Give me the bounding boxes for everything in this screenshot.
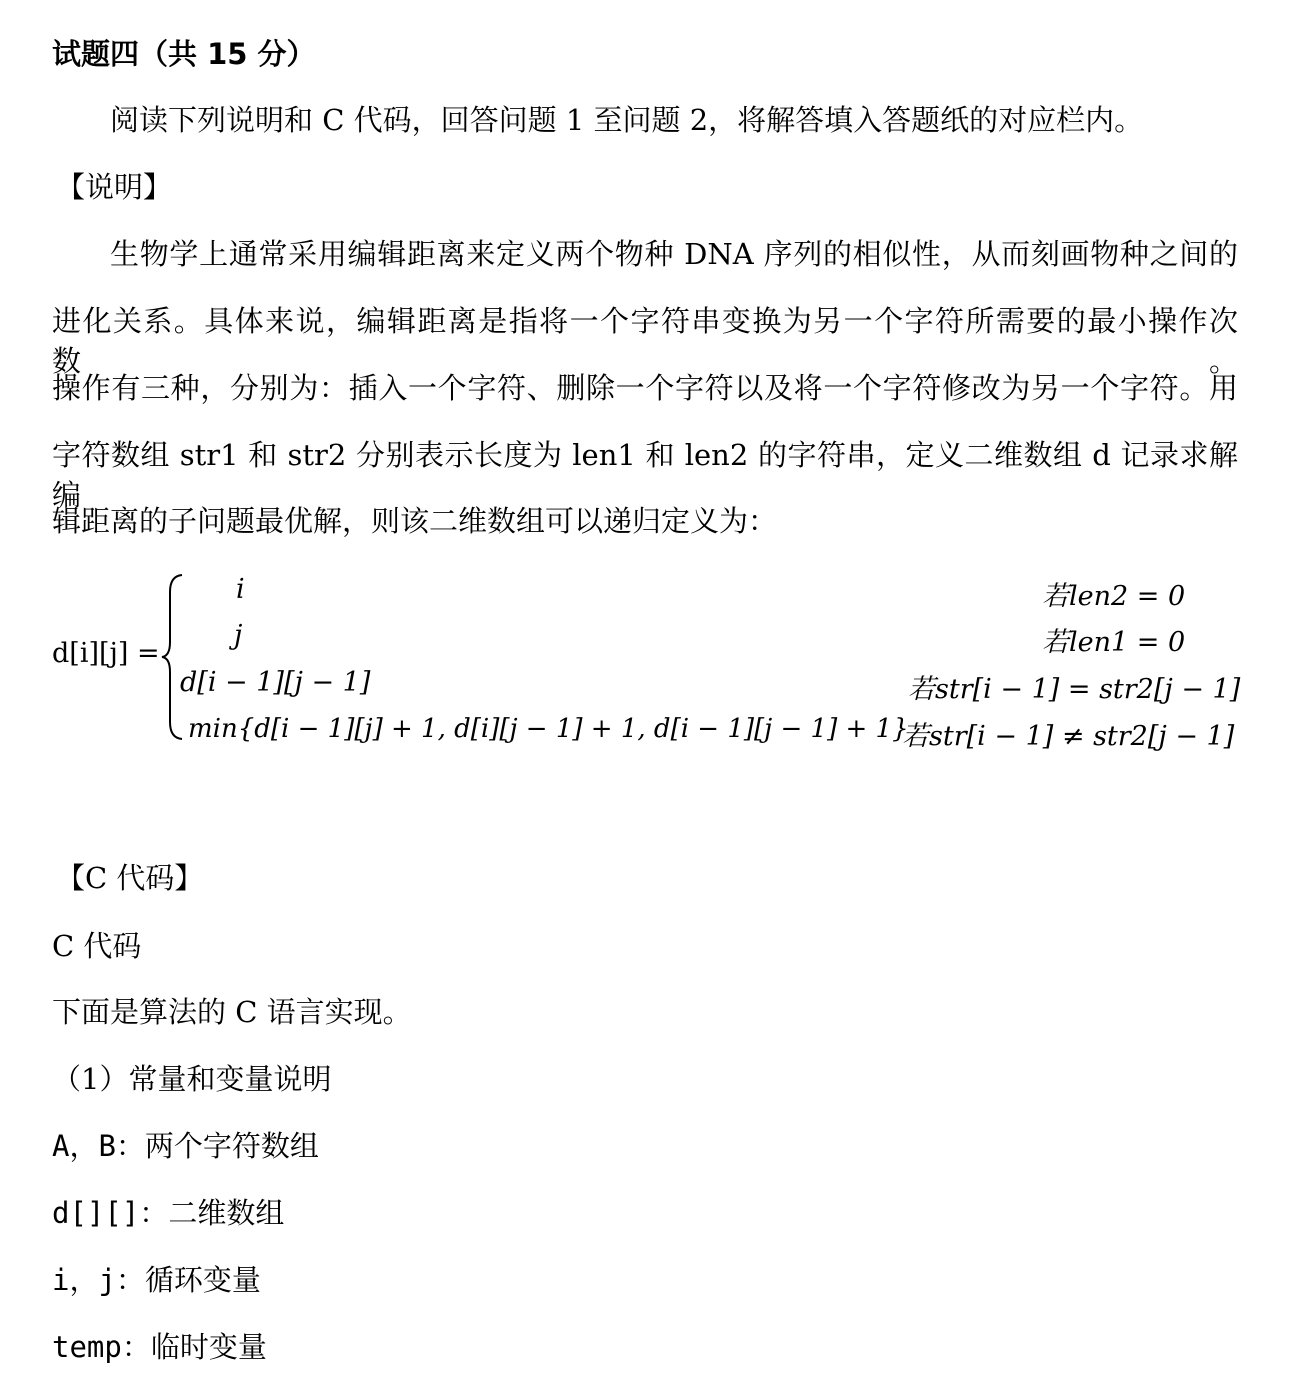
variable-name: i，j： [52, 1263, 145, 1297]
case-2-condition: 若len1 = 0 [1042, 627, 1186, 658]
variable-desc: 循环变量 [144, 1263, 261, 1297]
paragraph-line-1: 生物学上通常采用编辑距离来定义两个物种 DNA 序列的相似性，从而刻画物种之间的 [110, 237, 1238, 271]
variable-name: A，B： [52, 1129, 145, 1163]
code-intro: 下面是算法的 C 语言实现。 [52, 995, 412, 1029]
heading: 试题四（共 15 分） [52, 37, 316, 71]
case-4-expr: min{d[i − 1][j] + 1, d[i][j − 1] + 1, d[i − 1][j − 1] + 1} [188, 714, 909, 744]
variable-desc: 两个字符数组 [144, 1129, 319, 1163]
variable-name: d[][]： [52, 1196, 169, 1230]
section-description-label: 【说明】 [56, 170, 173, 204]
case-3-condition: 若str[i − 1] = str2[j − 1] [908, 674, 1241, 705]
variable-desc: 临时变量 [150, 1330, 267, 1364]
case-4-condition: 若str[i − 1] ≠ str2[j − 1] [902, 721, 1235, 752]
variable-desc: 二维数组 [168, 1196, 285, 1230]
formula-lhs: d[i][j] = [52, 638, 160, 669]
section-code-label: 【C 代码】 [56, 861, 204, 895]
paragraph-line-4: 字符数组 str1 和 str2 分别表示长度为 len1 和 len2 的字符串，定义二维数组 d 记录求解编 [52, 438, 1238, 512]
case-3-expr: d[i − 1][j − 1] [180, 667, 371, 698]
variable-item-a-b [52, 1126, 319, 1166]
variable-name: temp： [52, 1330, 151, 1364]
instruction: 阅读下列说明和 C 代码，回答问题 1 至问题 2，将解答填入答题纸的对应栏内。 [110, 103, 1144, 137]
case-1-condition: 若len2 = 0 [1042, 581, 1186, 612]
paragraph-line-2: 进化关系。具体来说，编辑距离是指将一个字符串变换为另一个字符所需要的最小操作次数。 [52, 304, 1238, 378]
variable-item-temp [52, 1327, 267, 1367]
left-brace-icon [160, 572, 186, 742]
variables-heading: （1）常量和变量说明 [52, 1062, 332, 1096]
case-1-expr: i [236, 574, 245, 605]
paragraph-line-3: 操作有三种，分别为：插入一个字符、删除一个字符以及将一个字符修改为另一个字符。用 [52, 371, 1238, 405]
case-2-expr: j [234, 620, 243, 651]
recurrence-formula [52, 572, 1252, 752]
paragraph-line-5: 辑距离的子问题最优解，则该二维数组可以递归定义为： [52, 504, 778, 538]
variable-item-i-j [52, 1260, 261, 1300]
variable-item-d [52, 1193, 284, 1233]
code-title: C 代码 [52, 929, 142, 963]
